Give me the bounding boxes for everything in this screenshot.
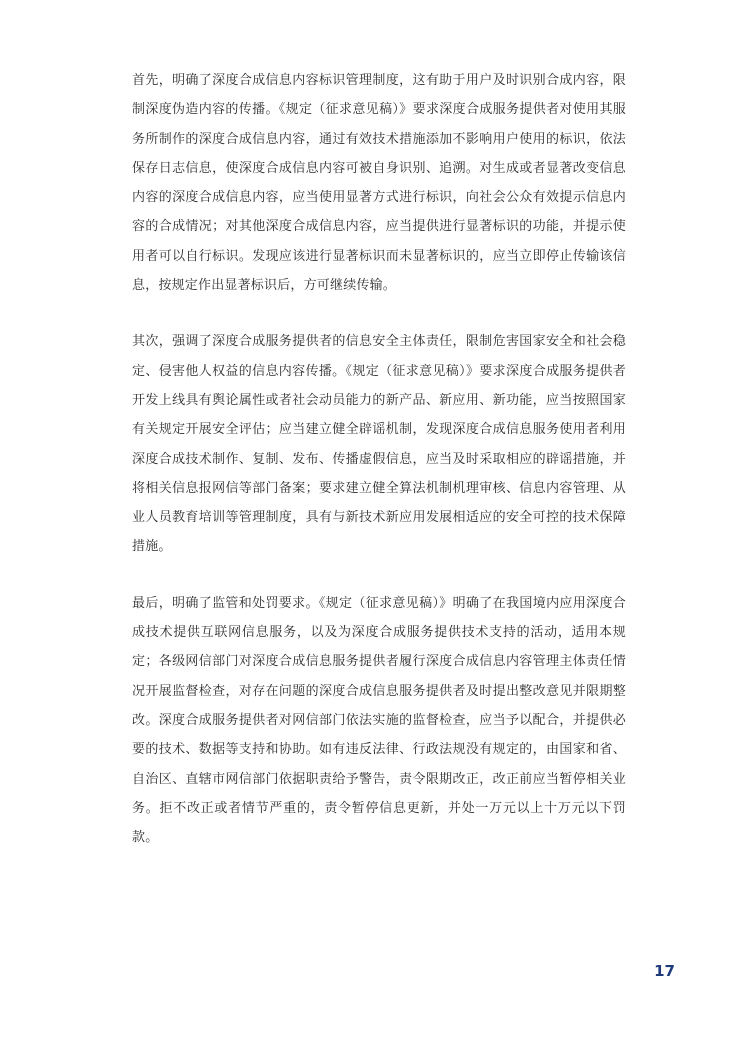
- paragraph-first: 首先，明确了深度合成信息内容标识管理制度，这有助于用户及时识别合成内容，限制深度伪造内容的传播。《规定（征求意见稿）》要求深度合成服务提供者对使用其服务所制作的深度合成信息内容，通过有效技术措施添加不影响用户使用的标识，依法保存日志信息，使深度合成信息内容可被自身识别、追溯。对生成或者显著改变信息内容的深度合成信息内容，应当使用显著方式进行标识，向社会公众有效提示信息内容的合成情况；对其他深度合成信息内容，应当提供进行显著标识的功能，并提示使用者可以自行标识。发现应该进行显著标识而未显著标识的，应当立即停止传输该信息，按规定作出显著标识后，方可继续传输。: [132, 73, 626, 294]
- paragraph-second: 其次，强调了深度合成服务提供者的信息安全主体责任，限制危害国家安全和社会稳定、侵害他人权益的信息内容传播。《规定（征求意见稿）》要求深度合成服务提供者开发上线具有舆论属性或者社会动员能力的新产品、新应用、新功能，应当按照国家有关规定开展安全评估；应当建立健全辟谣机制，发现深度合成信息服务使用者利用深度合成技术制作、复制、发布、传播虚假信息，应当及时采取相应的辟谣措施，并将相关信息报网信等部门备案；要求建立健全算法机制机理审核、信息内容管理、从业人员教育培训等管理制度，具有与新技术新应用发展相适应的安全可控的技术保障措施。: [132, 334, 626, 555]
- page-number: 17: [654, 962, 675, 980]
- paragraph-third: 最后，明确了监管和处罚要求。《规定（征求意见稿）》明确了在我国境内应用深度合成技术提供互联网信息服务，以及为深度合成服务提供技术支持的活动，适用本规定；各级网信部门对深度合成信息服务提供者履行深度合成信息内容管理主体责任情况开展监督检查，对存在问题的深度合成信息服务提供者及时提出整改意见并限期整改。深度合成服务提供者对网信部门依法实施的监督检查，应当予以配合，并提供必要的技术、数据等支持和协助。如有违反法律、行政法规没有规定的，由国家和省、自治区、直辖市网信部门依据职责给予警告，责令限期改正，改正前应当暂停相关业务。拒不改正或者情节严重的，责令暂停信息更新，并处一万元以上十万元以下罚款。: [132, 595, 626, 846]
- body-text: [132, 66, 626, 879]
